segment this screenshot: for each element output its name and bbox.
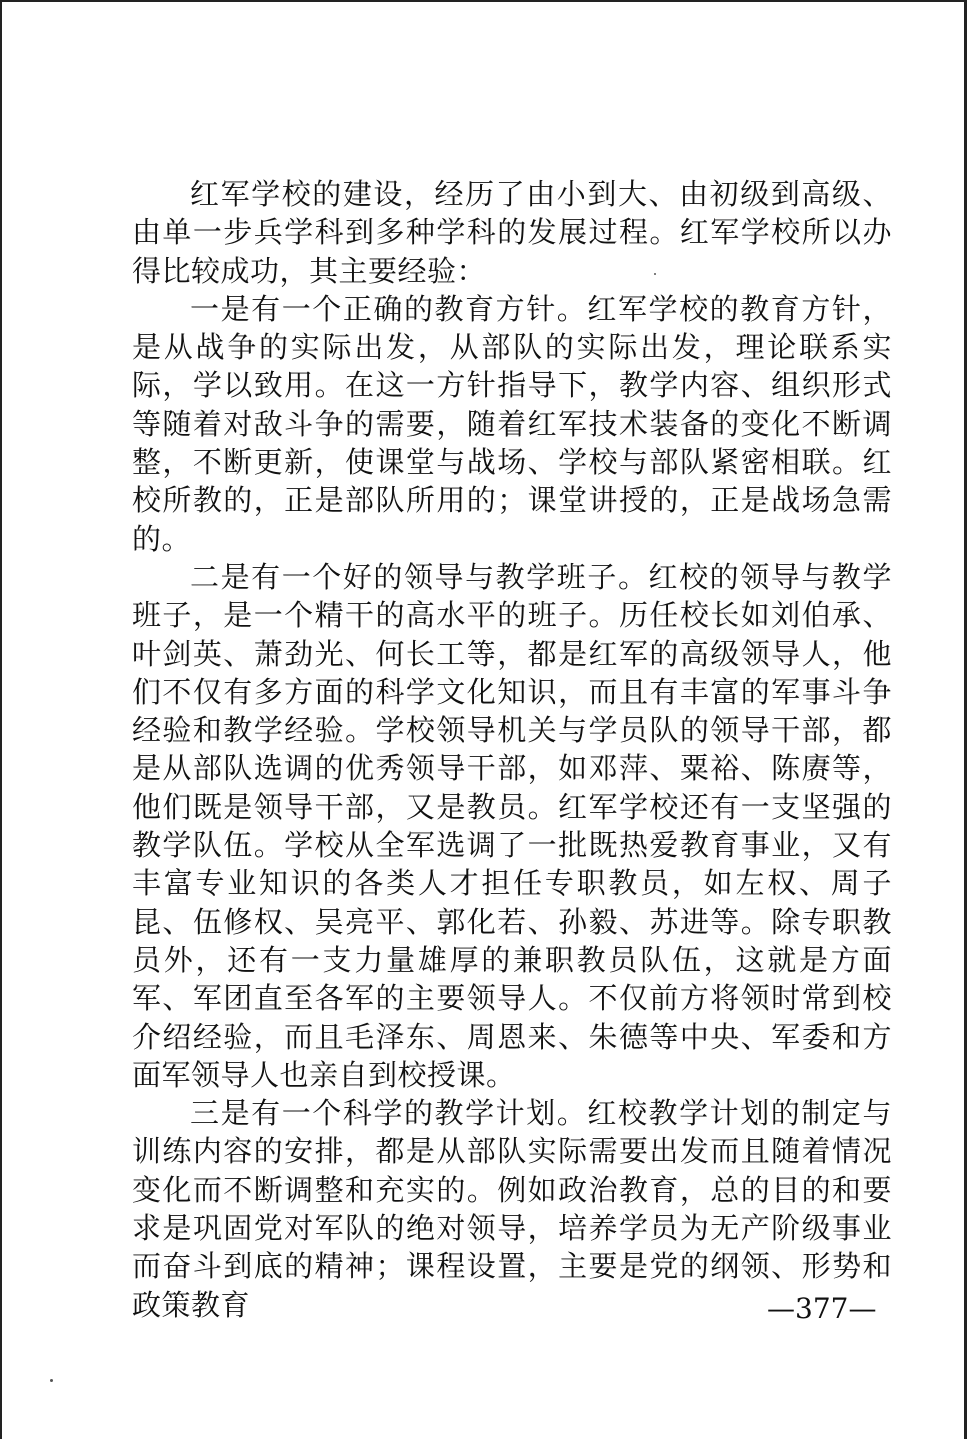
paragraph-1: 红军学校的建设，经历了由小到大、由初级到高级、由单一步兵学科到多种学科的发展过程。红军学校所以办得比较成功，其主要经验：: [132, 177, 892, 288]
scan-speck: [654, 273, 656, 275]
paragraph-4: 三是有一个科学的教学计划。红校教学计划的制定与训练内容的安排，都是从部队实际需要出发而且随着情况变化而不断调整和充实的。例如政治教育，总的目的和要求是巩固党对军队的绝对领导，培养学员为无产阶级事业而奋斗到底的精神；课程设置，主要是党的纲领、形势和政策教育: [132, 1096, 892, 1322]
body-text: [132, 175, 892, 1324]
paragraph-2: 一是有一个正确的教育方针。红军学校的教育方针，是从战争的实际出发，从部队的实际出发，理论联系实际，学以致用。在这一方针指导下，教学内容、组织形式等随着对敌斗争的需要，随着红军技术装备的变化不断调整，不断更新，使课堂与战场、学校与部队紧密相联。红校所教的，正是部队所用的；课堂讲授的，正是战场急需的。: [132, 291, 892, 556]
paragraph-3: 二是有一个好的领导与教学班子。红校的领导与教学班子，是一个精干的高水平的班子。历任校长如刘伯承、叶剑英、萧劲光、何长工等，都是红军的高级领导人，他们不仅有多方面的科学文化知识，而且有丰富的军事斗争经验和教学经验。学校领导机关与学员队的领导干部，都是从部队选调的优秀领导干部，如邓萍、粟裕、陈赓等，他们既是领导干部，又是教员。红军学校还有一支坚强的教学队伍。学校从全军选调了一批既热爱教育事业，又有丰富专业知识的各类人才担任专职教员，如左权、周子昆、伍修权、吴亮平、郭化若、孙毅、苏进等。除专职教员外，还有一支力量雄厚的兼职教员队伍，这就是方面军、军团直至各军的主要领导人。不仅前方将领时常到校介绍经验，而且毛泽东、周恩来、朱德等中央、军委和方面军领导人也亲自到校授课。: [132, 559, 892, 1092]
page-number: —377—: [767, 1292, 877, 1325]
scan-speck: [50, 1379, 53, 1382]
